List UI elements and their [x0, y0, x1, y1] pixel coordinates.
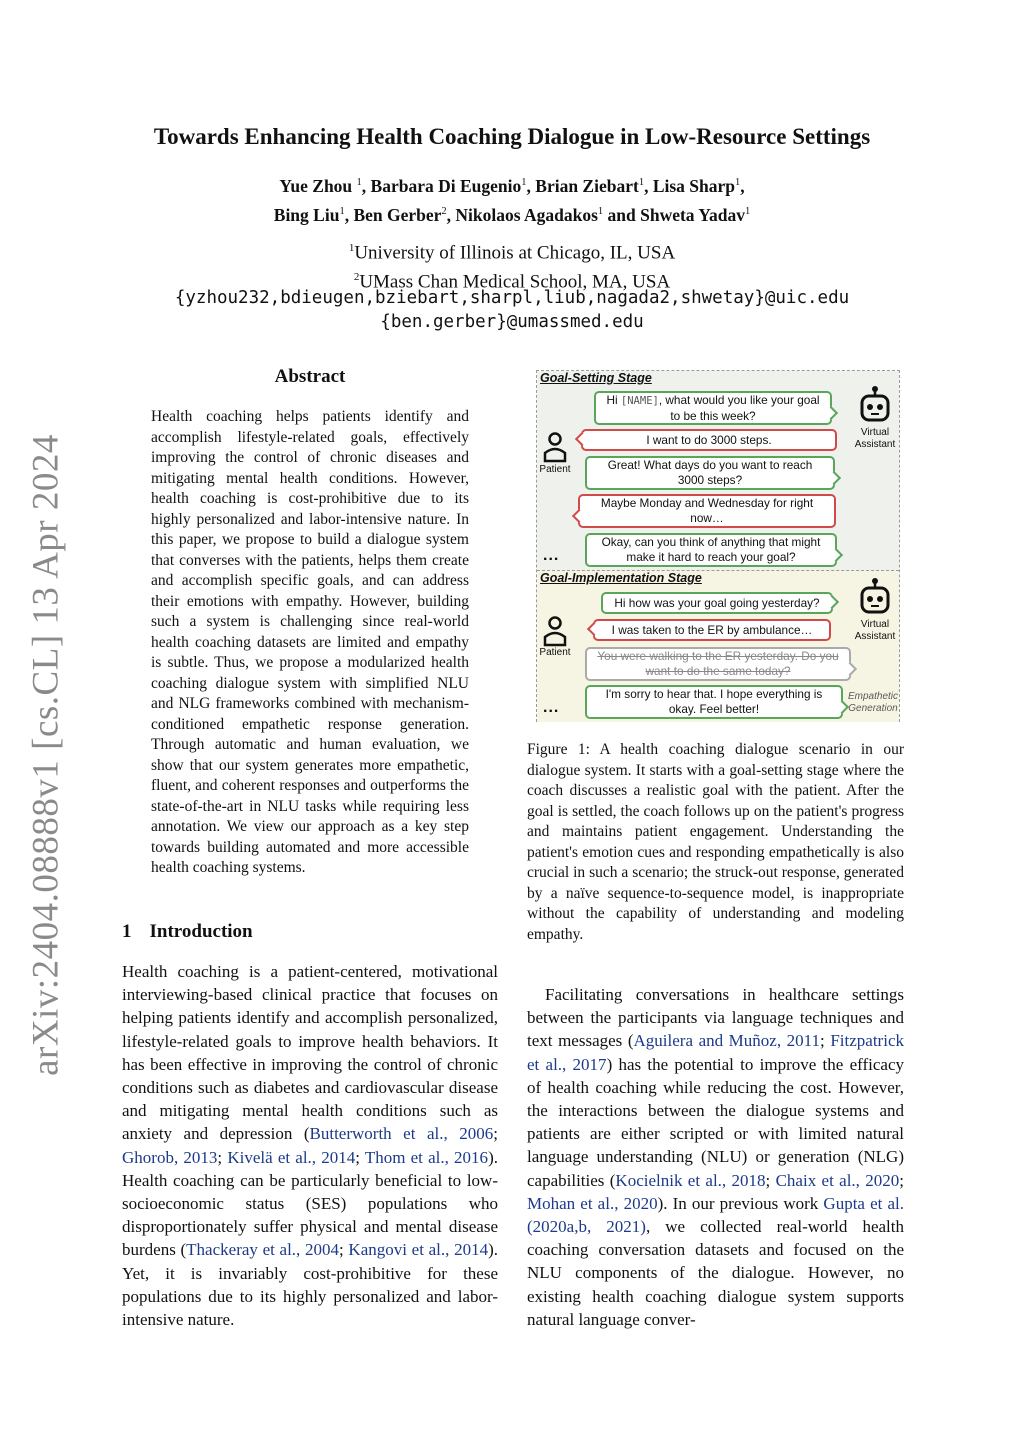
text-run: ; [899, 1170, 904, 1190]
arxiv-stamp [18, 434, 74, 1076]
text-run: ; [493, 1124, 498, 1144]
author: Yue Zhou [279, 175, 353, 196]
author: , Ben Gerber [344, 204, 442, 225]
text-run: ). In our previous work [657, 1193, 824, 1213]
patient-label: Patient [539, 464, 571, 475]
empathetic-label-line: Empathetic [847, 691, 899, 702]
assistant-label [850, 427, 900, 451]
author-list [100, 170, 924, 228]
empathetic-label-line: Generation [848, 703, 898, 714]
author-sup: 1 [735, 177, 741, 188]
citation-link[interactable]: Aguilera and Muñoz, 2011 [633, 1031, 821, 1051]
text-run: ; [765, 1170, 776, 1190]
coach-bubble: Great! What days do you want to reach 3000 steps? [585, 456, 835, 490]
robot-icon [859, 577, 891, 617]
assistant-label-line: Assistant [854, 439, 896, 450]
figure-caption: Figure 1: A health coaching dialogue scenario in our dialogue system. It starts with a goal-setting stage where the coach discusses a realistic goal with the patient. After the goal is settled, the coach follows up on the patient's progress and maintains patient engagement. Understanding the patient's emotion cues and responding empathetically is also crucial in such a scenario; the struck-out response, generated by a naïve sequence-to-sequence model, is inappropriate without the capability of understanding and modeling empathy. [527, 741, 904, 943]
section-number: 1 [122, 921, 132, 942]
author: , Barbara Di Eugenio [361, 175, 522, 196]
citation-link[interactable]: Kivelä et al., 2014 [227, 1147, 356, 1167]
citation-link[interactable]: Butterworth et al., 2006 [309, 1124, 494, 1144]
author: , Brian Ziebart [526, 175, 639, 196]
citation-link[interactable]: Gupta et al. (2020a,b, 2021) [527, 1193, 905, 1237]
coach-bubble: Okay, can you think of anything that might make it hard to reach your goal? [585, 533, 837, 567]
empathetic-response-bubble: I'm sorry to hear that. I hope everything is okay. Feel better! [585, 685, 843, 719]
patient-icon [543, 431, 567, 463]
stage-title: Goal-Setting Stage [540, 371, 652, 385]
text-run: ) has the potential to improve the efficacy of health coaching while reducing the cost. However, the interactions between the dialogue systems and patients are either scripted or with limited natural language understanding (NLU) or generation (NLG) capabilities ( [527, 1054, 904, 1190]
arxiv-id: arXiv:2404.08888v1 [cs.CL] 13 Apr 2024 [25, 434, 67, 1076]
author: and Shweta Yadav [603, 204, 745, 225]
author-sup: 1 [744, 205, 751, 217]
assistant-label [850, 619, 900, 643]
text-run: ; [217, 1147, 228, 1167]
emails [100, 286, 924, 334]
ellipsis: ... [543, 547, 560, 564]
author-sup: 2 [441, 205, 447, 217]
text-run: ; [355, 1147, 365, 1167]
patient-label: Patient [539, 647, 571, 658]
coach-bubble: Hi how was your goal going yesterday? [601, 592, 833, 614]
text-run: , we collected real-world health coaching conversation datasets and focused on the NLU components of the dialogue. However, no existing health coaching dialogue system supports natural language conver- [527, 1217, 904, 1329]
citation-link[interactable]: Kocielnik et al., 2018 [615, 1170, 766, 1190]
ellipsis: ... [543, 699, 560, 716]
author-sup: 1 [356, 177, 362, 188]
bubble-text: , what would you like your goal to be this week? [658, 392, 820, 423]
assistant-label-line: Assistant [854, 631, 896, 642]
section-heading [122, 921, 253, 943]
email-line-1[interactable]: {yzhou232,bdieugen,bziebart,sharpl,liub,nagada2,shwetay}@uic.edu [174, 288, 850, 308]
text-run: ). Yet, it is invariably cost-prohibitive for these populations due to its highly personalized and labor-intensive nature. [122, 1240, 498, 1330]
intro-paragraph [122, 960, 498, 1331]
author-sup: 1 [638, 177, 645, 188]
citation-link[interactable]: Fitzpatrick et al., 2017 [527, 1031, 904, 1074]
empathetic-generation-label [845, 691, 901, 715]
citation-link[interactable]: Ghorob, 2013 [122, 1147, 218, 1167]
author: , Nikolaos Agadakos [446, 204, 598, 225]
stage-title: Goal-Implementation Stage [540, 571, 702, 585]
text-run: Facilitating conversations in healthcare settings between the participants via language techniques and text messages ( [527, 985, 904, 1051]
author-sup: 1 [339, 205, 345, 217]
paper-title: Towards Enhancing Health Coaching Dialogue in Low-Resource Settings [153, 124, 871, 149]
affiliation-1 [100, 236, 924, 265]
affil-sup: 2 [353, 271, 360, 284]
affil-text: University of Illinois at Chicago, IL, USA [354, 242, 676, 264]
email-line-2[interactable]: {ben.gerber}@umassmed.edu [380, 312, 644, 332]
section-title: Introduction [149, 921, 253, 942]
citation-link[interactable]: Mohan et al., 2020 [527, 1193, 658, 1213]
text-run: ; [820, 1031, 831, 1051]
author-sup: 1 [521, 177, 527, 188]
author: Bing Liu [273, 204, 340, 225]
citation-link[interactable]: Kangovi et al., 2014 [348, 1240, 489, 1260]
author: , Lisa Sharp [644, 175, 735, 196]
robot-icon [859, 385, 891, 425]
patient-bubble: I was taken to the ER by ambulance… [593, 619, 831, 641]
coach-bubble [594, 391, 832, 425]
text-run: Health coaching is a patient-centered, motivational interviewing-based clinical practice that focuses on helping patients identify and accomplish personalized, lifestyle-related goals to improve health behaviors. It has been effective in improving the control of chronic conditions such as diabetes and cardiovascular disease and mitigating mental health conditions such as anxiety and depression ( [122, 962, 498, 1144]
text-run: ; [339, 1240, 349, 1260]
citation-link[interactable]: Thom et al., 2016 [364, 1147, 489, 1167]
assistant-label-line: Virtual [860, 619, 890, 630]
author-sup: 1 [597, 205, 604, 217]
abstract-heading: Abstract [274, 366, 346, 387]
goal-implementation-stage [537, 570, 899, 722]
citation-link[interactable]: Chaix et al., 2020 [775, 1170, 900, 1190]
affil-sup: 1 [348, 242, 355, 254]
assistant-label-line: Virtual [860, 427, 890, 438]
affil-text: UMass Chan Medical School, MA, USA [359, 271, 671, 293]
text-run: ). Health coaching can be particularly beneficial to low-socioeconomic status (SES) populations who disproportionately suffer physical and mental disease burdens ( [122, 1147, 498, 1260]
author-sep: , [740, 175, 745, 196]
figure-1 [536, 370, 900, 722]
bubble-text: Hi [606, 392, 621, 407]
goal-setting-stage [537, 371, 899, 570]
patient-icon [543, 615, 567, 647]
right-column-paragraph [527, 983, 904, 1331]
patient-bubble: I want to do 3000 steps. [581, 429, 837, 451]
struck-response-bubble: You were walking to the ER yesterday. Do you want to do the same today? [585, 647, 851, 681]
patient-bubble: Maybe Monday and Wednesday for right now… [578, 494, 836, 528]
abstract-text: Health coaching helps patients identify and accomplish lifestyle-related goals, effectively improving the control of chronic diseases and mitigating mental health conditions. However, health coaching is cost-prohibitive due to its highly personalized and labor-intensive nature. In this paper, we propose to build a dialogue system that converses with the patients, helps them create and accomplish specific goals, and can address their emotions with empathy. However, building such a system is challenging since real-world health coaching datasets are limited and empathy is subtle. Thus, we propose a modularized health coaching dialogue system with simplified NLU and NLG frameworks combined with mechanism-conditioned empathetic response generation. Through automatic and human evaluation, we show that our system generates more empathetic, fluent, and coherent responses and outperforms the state-of-the-art in NLU tasks while requiring less annotation. We view our approach as a key step towards building automated and more accessible health coaching systems. [151, 408, 469, 876]
name-placeholder: [NAME] [620, 394, 659, 407]
citation-link[interactable]: Thackeray et al., 2004 [186, 1240, 339, 1260]
